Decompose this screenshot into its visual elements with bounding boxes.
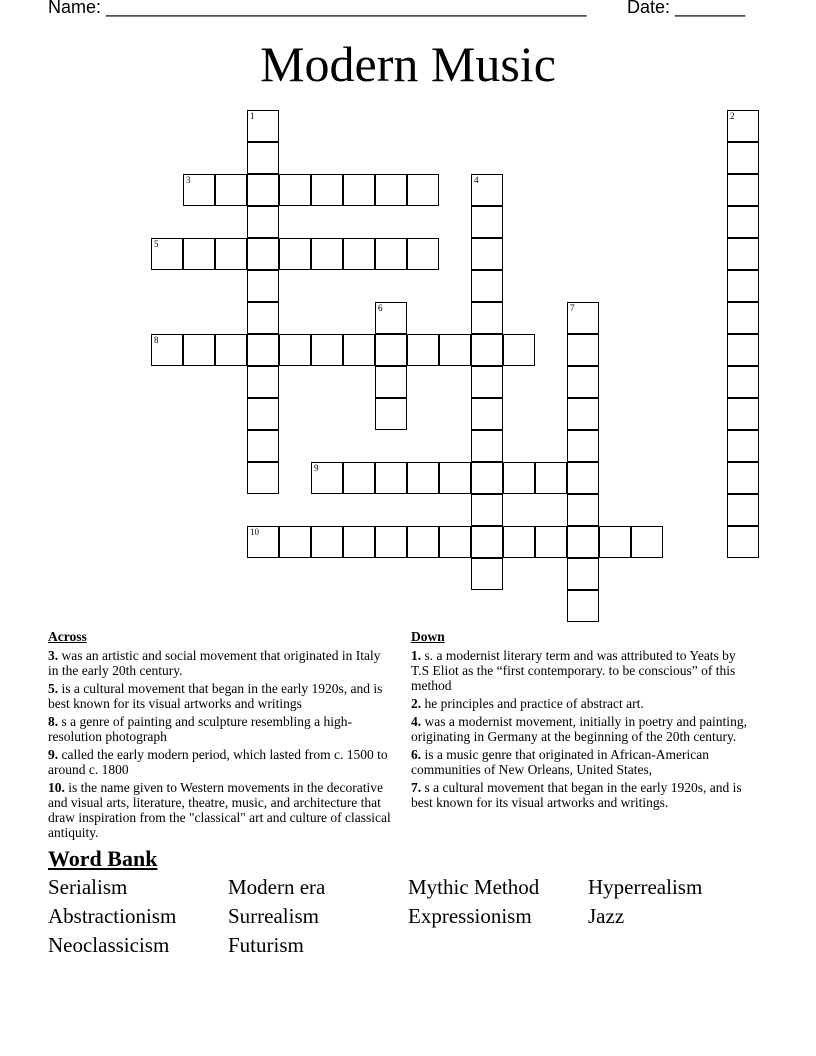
clue-number: 9 (314, 463, 319, 473)
grid-cell[interactable] (503, 334, 535, 366)
name-field-label: Name: ________________________________________________ (48, 0, 587, 17)
grid-cell[interactable] (567, 302, 599, 334)
across-clue: 9. called the early modern period, which lasted from c. 1500 to around c. 1800 (48, 747, 388, 777)
grid-cell[interactable] (183, 334, 215, 366)
grid-cell[interactable] (311, 526, 343, 558)
grid-cell[interactable] (567, 590, 599, 622)
grid-cell[interactable] (407, 462, 439, 494)
clue-number: 4 (474, 175, 479, 185)
grid-cell[interactable] (247, 334, 279, 366)
grid-cell[interactable] (727, 142, 759, 174)
grid-cell[interactable] (247, 142, 279, 174)
grid-cell[interactable] (727, 110, 759, 142)
down-clue: 1. s. a modernist literary term and was attributed to Yeats by T.S Eliot as the “first contemporary. to be conscious” of this method (411, 648, 736, 693)
grid-cell[interactable] (535, 526, 567, 558)
grid-cell[interactable] (471, 558, 503, 590)
grid-cell[interactable] (247, 206, 279, 238)
grid-cell[interactable] (503, 526, 535, 558)
word-bank-item: Futurism (228, 933, 304, 957)
grid-cell[interactable] (183, 174, 215, 206)
grid-cell[interactable] (471, 302, 503, 334)
word-bank-item: Abstractionism (48, 904, 177, 928)
grid-cell[interactable] (247, 238, 279, 270)
across-clue: 3. was an artistic and social movement that originated in Italy in the early 20th century. (48, 648, 381, 678)
grid-cell[interactable] (567, 366, 599, 398)
grid-cell[interactable] (375, 302, 407, 334)
word-bank-item: Mythic Method (408, 875, 540, 899)
grid-cell[interactable] (343, 462, 375, 494)
grid-cell[interactable] (727, 206, 759, 238)
grid-cell[interactable] (567, 334, 599, 366)
grid-cell[interactable] (439, 462, 471, 494)
grid-cell[interactable] (247, 398, 279, 430)
grid-cell[interactable] (279, 526, 311, 558)
grid-cell[interactable] (375, 398, 407, 430)
word-bank-item: Neoclassicism (48, 933, 170, 957)
clue-number: 10 (250, 527, 259, 537)
grid-cell[interactable] (471, 206, 503, 238)
grid-cell[interactable] (215, 334, 247, 366)
grid-cell[interactable] (471, 494, 503, 526)
across-heading: Across (48, 629, 87, 644)
grid-cell[interactable] (631, 526, 663, 558)
grid-cell[interactable] (471, 526, 503, 558)
grid-cell[interactable] (375, 238, 407, 270)
across-clue: 8. s a genre of painting and sculpture resembling a high-resolution photograph (48, 714, 353, 744)
grid-cell[interactable] (727, 174, 759, 206)
grid-cell[interactable] (375, 334, 407, 366)
grid-cell[interactable] (471, 430, 503, 462)
grid-cell[interactable] (215, 174, 247, 206)
grid-cell[interactable] (471, 334, 503, 366)
grid-cell[interactable] (727, 334, 759, 366)
word-bank-item: Jazz (588, 904, 625, 928)
grid-cell[interactable] (535, 462, 567, 494)
word-bank-heading: Word Bank (48, 846, 158, 871)
grid-cell[interactable] (471, 270, 503, 302)
down-clue: 4. was a modernist movement, initially in poetry and painting, originating in Germany at the beginning of the 20th century. (411, 714, 747, 744)
grid-cell[interactable] (727, 302, 759, 334)
grid-cell[interactable] (375, 526, 407, 558)
grid-cell[interactable] (279, 174, 311, 206)
grid-cell[interactable] (727, 430, 759, 462)
word-bank-item: Modern era (228, 875, 326, 899)
down-clue: 2. he principles and practice of abstract art. (411, 696, 644, 711)
grid-cell[interactable] (727, 270, 759, 302)
grid-cell[interactable] (247, 174, 279, 206)
grid-cell[interactable] (247, 462, 279, 494)
down-heading: Down (411, 629, 445, 644)
grid-cell[interactable] (311, 334, 343, 366)
grid-cell[interactable] (471, 238, 503, 270)
grid-cell[interactable] (567, 526, 599, 558)
grid-cell[interactable] (439, 334, 471, 366)
page-title: Modern Music (260, 36, 556, 92)
grid-cell[interactable] (567, 494, 599, 526)
clue-number: 5 (154, 239, 159, 249)
grid-cell[interactable] (247, 430, 279, 462)
grid-cell[interactable] (247, 110, 279, 142)
grid-cell[interactable] (407, 238, 439, 270)
clue-number: 2 (730, 111, 735, 121)
clue-number: 7 (570, 303, 575, 313)
grid-cell[interactable] (343, 334, 375, 366)
grid-cell[interactable] (343, 238, 375, 270)
word-bank-item: Serialism (48, 875, 128, 899)
across-clues (48, 629, 393, 843)
grid-cell[interactable] (279, 238, 311, 270)
grid-cell[interactable] (727, 526, 759, 558)
clue-number: 3 (186, 175, 191, 185)
grid-cell[interactable] (279, 334, 311, 366)
down-clue: 7. s a cultural movement that began in the early 1920s, and is best known for its visual artworks and writings. (411, 780, 742, 810)
grid-cell[interactable] (727, 462, 759, 494)
grid-cell[interactable] (439, 526, 471, 558)
grid-cell[interactable] (247, 270, 279, 302)
grid-cell[interactable] (311, 238, 343, 270)
grid-cell[interactable] (727, 398, 759, 430)
down-clue: 6. is a music genre that originated in African-American communities of New Orleans, United States, (411, 747, 710, 777)
grid-cell[interactable] (343, 174, 375, 206)
grid-cell[interactable] (407, 334, 439, 366)
grid-cell[interactable] (471, 174, 503, 206)
grid-cell[interactable] (727, 366, 759, 398)
word-bank-item: Surrealism (228, 904, 319, 928)
grid-cell[interactable] (151, 238, 183, 270)
grid-cell[interactable] (247, 366, 279, 398)
grid-cell[interactable] (471, 366, 503, 398)
grid-cell[interactable] (567, 398, 599, 430)
across-clue: 5. is a cultural movement that began in the early 1920s, and is best known for its visual artworks and writings (48, 681, 383, 711)
clue-number: 1 (250, 111, 255, 121)
grid-cell[interactable] (375, 462, 407, 494)
grid-cell[interactable] (567, 558, 599, 590)
grid-cell[interactable] (247, 526, 279, 558)
grid-cell[interactable] (599, 526, 631, 558)
date-field-label: Date: _______ (627, 0, 746, 17)
across-clue: 10. is the name given to Western movements in the decorative and visual arts, literature, theatre, music, and architecture that draw inspiration from the "classical" art and culture of classical antiquity. (48, 780, 391, 840)
grid-cell[interactable] (247, 302, 279, 334)
grid-cell[interactable] (343, 526, 375, 558)
grid-cell[interactable] (727, 494, 759, 526)
grid-cell[interactable] (215, 238, 247, 270)
grid-cell[interactable] (471, 462, 503, 494)
grid-cell[interactable] (407, 526, 439, 558)
word-bank (48, 874, 768, 958)
grid-cell[interactable] (407, 174, 439, 206)
clue-number: 6 (378, 303, 383, 313)
grid-cell[interactable] (471, 398, 503, 430)
word-bank-item: Hyperrealism (588, 875, 703, 899)
grid-cell[interactable] (727, 238, 759, 270)
grid-cell[interactable] (375, 366, 407, 398)
grid-cell[interactable] (311, 462, 343, 494)
grid-cell[interactable] (567, 462, 599, 494)
grid-cell[interactable] (151, 334, 183, 366)
grid-cell[interactable] (567, 430, 599, 462)
grid-cell[interactable] (375, 174, 407, 206)
clue-number: 8 (154, 335, 159, 345)
grid-cell[interactable] (503, 462, 535, 494)
grid-cell[interactable] (311, 174, 343, 206)
grid-cell[interactable] (183, 238, 215, 270)
word-bank-item: Expressionism (408, 904, 532, 928)
down-clues (411, 629, 756, 813)
